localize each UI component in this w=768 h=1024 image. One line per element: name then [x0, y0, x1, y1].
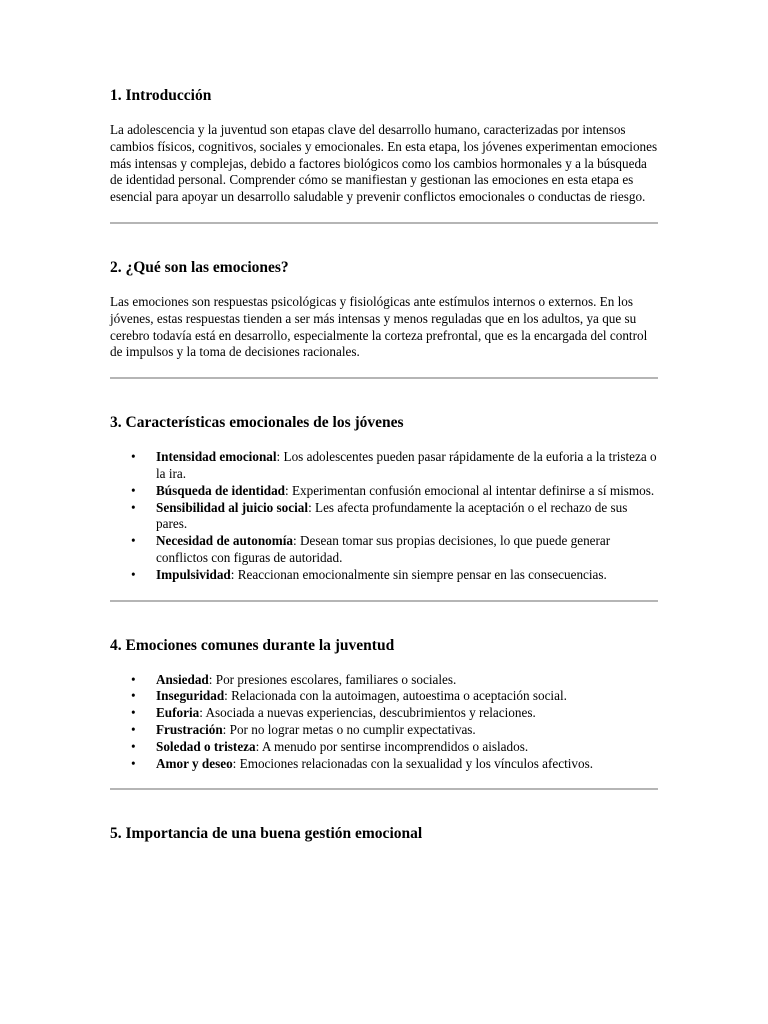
item-text: : Desean tomar sus propias decisiones, lo que puede generar conflictos con figuras de autoridad.	[156, 533, 611, 565]
list-item	[110, 672, 658, 689]
item-term: Intensidad emocional	[156, 449, 277, 465]
item-term: Impulsividad	[156, 566, 231, 582]
bullet-icon: •	[131, 755, 136, 771]
item-text: : Reaccionan emocionalmente sin siempre pensar en las consecuencias.	[230, 566, 607, 582]
section-emociones-comunes	[110, 636, 658, 773]
item-text: : Los adolescentes pueden pasar rápidamente de la euforia a la tristeza o la ira.	[156, 449, 657, 481]
item-term: Frustración	[156, 721, 223, 737]
list-item	[110, 705, 658, 722]
item-text: : Por no lograr metas o no cumplir expectativas.	[222, 721, 476, 737]
list-item	[110, 533, 658, 567]
section-paragraph: La adolescencia y la juventud son etapas clave del desarrollo humano, caracterizadas por intensos cambios físicos, cognitivos, sociales y emocionales. En esta etapa, los jóvenes experimentan emociones más intensas y complejas, debido a factores biológicos como los cambios hormonales y a la búsqueda de identidad personal. Comprender cómo se manifiestan y gestionan las emociones en esta etapa es esencial para apoyar un desarrollo saludable y prevenir conflictos emocionales o conductas de riesgo.	[110, 122, 658, 205]
bullet-list	[110, 449, 658, 583]
item-term: Amor y deseo	[156, 755, 233, 771]
list-item	[110, 500, 658, 534]
horizontal-divider	[110, 788, 658, 790]
section-title: 1. Introducción	[110, 87, 212, 104]
list-item	[110, 739, 658, 756]
bullet-icon: •	[131, 449, 136, 465]
item-text: : Experimentan confusión emocional al intentar definirse a sí mismos.	[285, 482, 655, 498]
item-term: Necesidad de autonomía	[156, 533, 294, 549]
bullet-icon: •	[131, 566, 136, 582]
section-title: 2. ¿Qué son las emociones?	[110, 258, 289, 276]
bullet-list	[110, 672, 658, 773]
item-text: : Emociones relacionadas con la sexualidad y los vínculos afectivos.	[232, 755, 594, 771]
list-item	[110, 449, 658, 483]
item-text: : Por presiones escolares, familiares o sociales.	[208, 671, 457, 687]
item-term: Inseguridad	[156, 688, 225, 704]
section-que-son-emociones	[110, 258, 658, 361]
bullet-icon: •	[131, 671, 136, 687]
bullet-icon: •	[131, 738, 136, 754]
list-item	[110, 756, 658, 773]
list-item	[110, 722, 658, 739]
bullet-icon: •	[131, 499, 136, 515]
item-text: : Relacionada con la autoimagen, autoestima o aceptación social.	[224, 688, 567, 704]
bullet-icon: •	[131, 705, 136, 721]
section-paragraph: Las emociones son respuestas psicológicas y fisiológicas ante estímulos internos o externos. En los jóvenes, estas respuestas tienden a ser más intensas y menos reguladas que en los adultos, ya que su cerebro todavía está en desarrollo, especialmente la corteza prefrontal, que es la encargada del control de impulsos y la toma de decisiones racionales.	[110, 293, 648, 360]
horizontal-divider	[110, 222, 658, 224]
item-term: Sensibilidad al juicio social	[156, 499, 309, 515]
section-introduccion	[110, 86, 658, 206]
section-title: 3. Características emocionales de los jóvenes	[110, 414, 404, 432]
item-term: Soledad o tristeza	[156, 738, 256, 754]
item-term: Euforia	[156, 705, 200, 721]
list-item	[110, 688, 658, 705]
item-term: Ansiedad	[156, 671, 209, 687]
horizontal-divider	[110, 377, 658, 379]
item-text: : Asociada a nuevas experiencias, descubrimientos y relaciones.	[199, 705, 536, 721]
bullet-icon: •	[131, 721, 136, 737]
item-term: Búsqueda de identidad	[156, 482, 285, 498]
section-title: 5. Importancia de una buena gestión emocional	[110, 825, 423, 843]
bullet-icon: •	[131, 482, 136, 498]
document-page	[110, 86, 658, 860]
bullet-icon: •	[131, 688, 136, 704]
bullet-icon: •	[131, 533, 136, 549]
section-title: 4. Emociones comunes durante la juventud	[110, 636, 395, 654]
horizontal-divider	[110, 600, 658, 602]
section-caracteristicas	[110, 413, 658, 583]
item-text: : Les afecta profundamente la aceptación o el rechazo de sus pares.	[156, 499, 628, 532]
list-item	[110, 483, 658, 500]
section-importancia-gestion	[110, 824, 658, 843]
list-item	[110, 567, 658, 584]
item-text: : A menudo por sentirse incomprendidos o aislados.	[255, 738, 529, 754]
